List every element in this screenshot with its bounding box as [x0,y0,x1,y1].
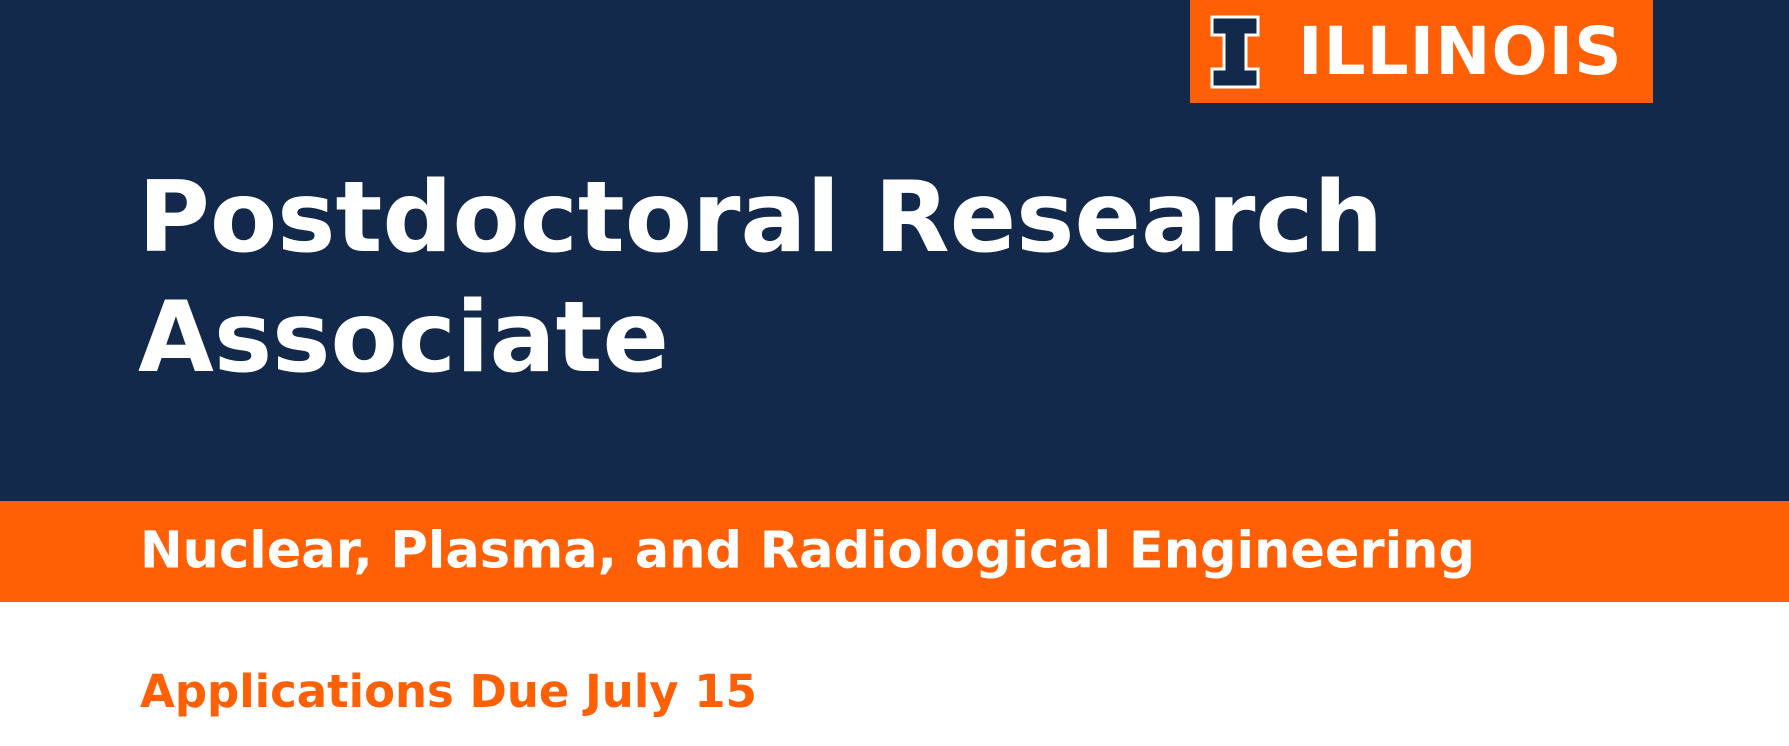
illinois-logo [1190,0,1653,103]
logo-wordmark: ILLINOIS [1298,12,1623,90]
block-i-icon [1210,15,1260,89]
page-title [138,158,1383,398]
title-line-1: Postdoctoral Research [138,161,1384,275]
title-line-2: Associate [138,281,669,395]
application-deadline: Applications Due July 15 [140,665,757,718]
department-name: Nuclear, Plasma, and Radiological Engineering [140,521,1475,581]
department-banner [0,501,1789,602]
